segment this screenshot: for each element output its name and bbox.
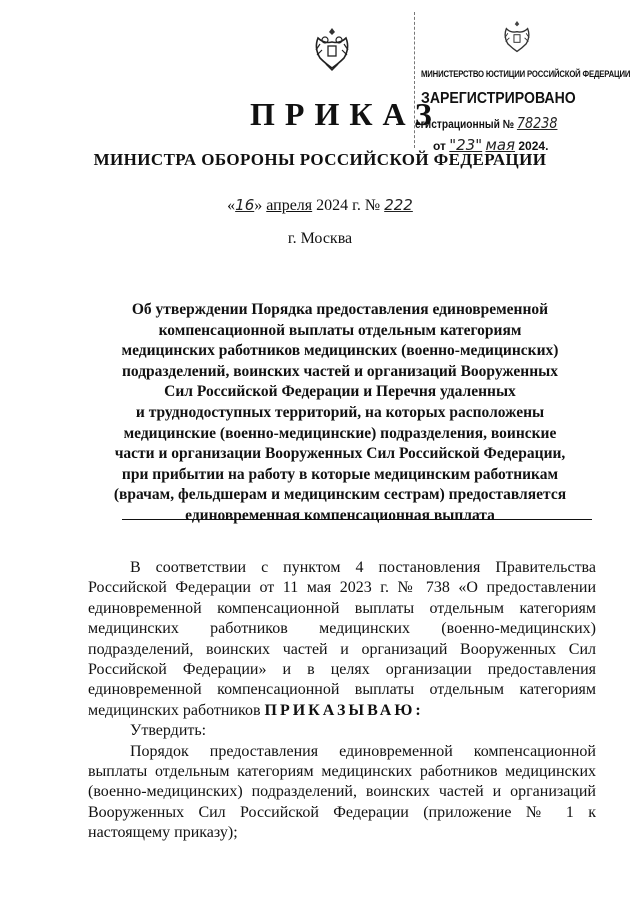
heading-line: единовременная компенсационная выплата [185,506,495,524]
stamp-date-year: 2024. [518,139,549,153]
heading-line: при прибытии на работу в которые медицинским работникам [121,465,559,483]
order-number: 222 [384,196,413,214]
stamp-date-prefix: от [433,139,446,153]
order-directive: ПРИКАЗЫВАЮ: [264,701,424,719]
stamp-registered: ЗАРЕГИСТРИРОВАНО [421,90,576,107]
order-date-number [0,196,640,215]
preamble-text: В соответствии с пунктом 4 постановления Правительства Российской Федерации от 11 мая 2023 г. № 738 «О предоставлении единовременной компенсационной выплаты отдельным категориям медицинских работников медицинских (военно-медицинских) подразделений, воинских частей и организаций Вооруженных Сил Российской Федерации» и в целях организации предоставления единовременной компенсационной выплаты отдельным категориям медицинских работников [88,559,596,719]
state-emblem-icon [312,24,352,74]
stamp-reg-number: 78238 [516,114,558,132]
approval-item-1: Порядок предоставления единовременной компенсационной выплаты отдельным категориям медицинских работников медицинских (военно-медицинских) подразделений, воинских частей и организаций Вооруженных Сил Российской Федерации (приложение № 1 к настоящему приказу); [88,742,596,842]
heading-line: части и организации Вооруженных Сил Российской Федерации, [114,445,566,463]
heading-line: и труднодоступных территорий, на которых расположены [135,403,545,421]
order-number-label: № [364,197,381,214]
heading-line: подразделений, воинских частей и организаций Вооруженных [121,362,559,380]
document-title: ПРИКАЗ [250,96,442,132]
heading-line: медицинских работников медицинских (военно-медицинских) [121,342,559,360]
stamp-date-day: "23" [449,136,483,154]
approve-line: Утвердить: [130,722,207,740]
order-year: 2024 г. [316,197,361,214]
stamp-reg-prefix: егистрационный № [415,117,515,131]
stamp-emblem-icon [501,18,533,56]
registration-stamp [414,12,631,154]
order-open-quote: « [227,197,236,214]
order-day: 16 [235,196,255,214]
preamble-paragraph [88,558,596,721]
heading-line: Сил Российской Федерации и Перечня удаленных [164,383,516,401]
heading-underline [122,519,592,520]
order-month: апреля [266,197,313,214]
issuing-authority: МИНИСТРА ОБОРОНЫ РОССИЙСКОЙ ФЕДЕРАЦИИ [93,150,547,169]
heading-line: медицинские (военно-медицинские) подразделения, воинские [123,424,557,442]
order-heading [80,300,600,527]
stamp-ministry: МИНИСТЕРСТВО ЮСТИЦИИ РОССИЙСКОЙ ФЕДЕРАЦИИ [421,69,631,79]
heading-line: (врачам, фельдшерам и медицинским сестрам) предоставляется [113,486,567,504]
order-close-quote: » [254,197,263,214]
heading-line: компенсационной выплаты отдельным категориям [158,321,522,339]
order-body [88,558,596,844]
city: г. Москва [287,230,353,247]
heading-line: Об утверждении Порядка предоставления единовременной [131,301,549,318]
stamp-date-month: мая [485,136,516,154]
